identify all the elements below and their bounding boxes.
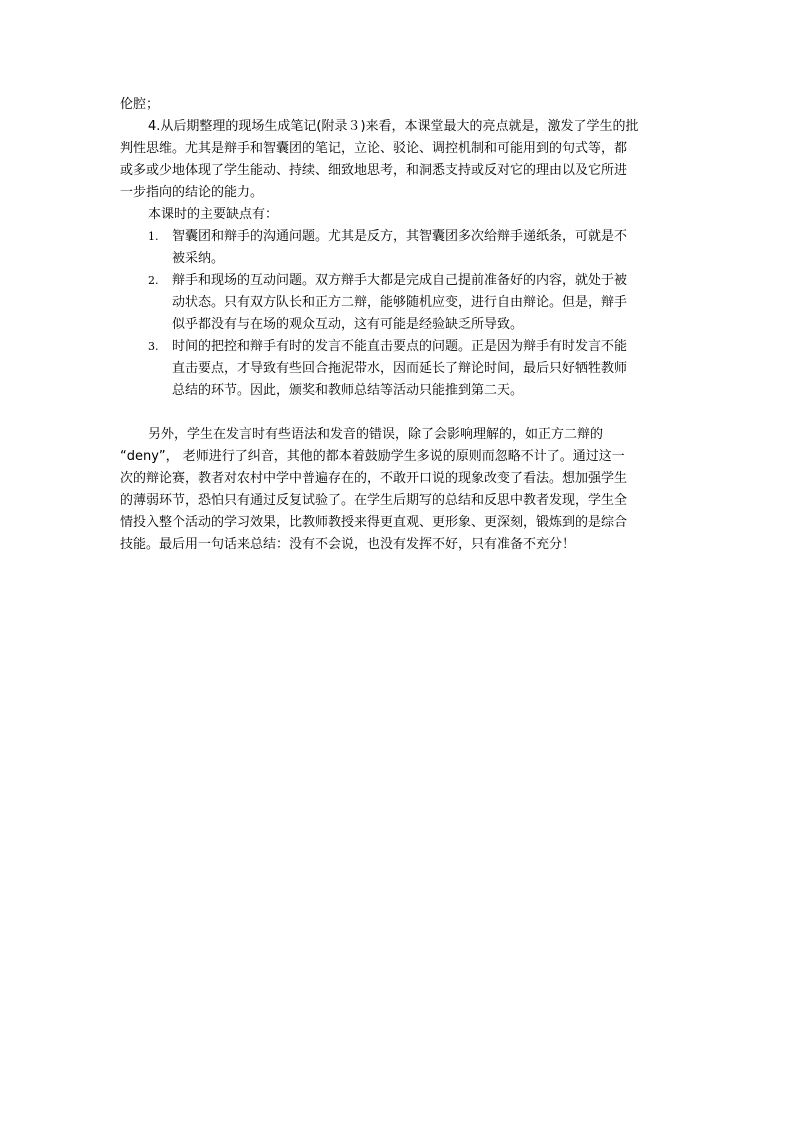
paragraph-line: 另外，学生在发言时有些语法和发音的错误，除了会影响理解的，如正方二辩的 <box>148 427 604 442</box>
list-text: 总结的环节。因此，颁奖和教师总结等活动只能推到第二天。 <box>172 383 524 398</box>
paragraph-line: 或多或少地体现了学生能动、持续、细致地思考，和洞悉支持或反对它的理由以及它所进 <box>120 163 628 178</box>
list-text: 被采纳。 <box>172 251 225 266</box>
list-text: 似乎都没有与在场的观众互动，这有可能是经验缺乏所导致。 <box>172 317 524 332</box>
list-text: 辩手和现场的互动问题。双方辩手大都是完成自己提前准备好的内容，就处于被 <box>172 273 628 288</box>
paragraph-line: 情投入整个活动的学习效果，比教师教授来得更直观、更形象、更深刻，锻炼到的是综合 <box>120 515 628 530</box>
list-number: 3. <box>148 340 159 353</box>
section-heading: 本课时的主要缺点有： <box>148 207 279 222</box>
paragraph-line: 4.从后期整理的现场生成笔记(附录３)来看，本课堂最大的亮点就是，激发了学生的批 <box>148 119 639 134</box>
list-item <box>120 336 672 358</box>
paragraph-line: 伦腔； <box>120 97 160 112</box>
list-number: 2. <box>148 274 159 287</box>
paragraph-line: 一步指向的结论的能力。 <box>120 185 264 200</box>
list-text: 直击要点，才导致有些回合拖泥带水，因而延长了辩论时间，最后只好牺牲教师 <box>172 361 628 376</box>
list-item <box>120 270 672 292</box>
document-body <box>120 94 672 556</box>
paragraph-line: 判性思维。尤其是辩手和智囊团的笔记，立论、驳论、调控机制和可能用到的句式等，都 <box>120 141 628 156</box>
list-text: 智囊团和辩手的沟通问题。尤其是反方，其智囊团多次给辩手递纸条，可就是不 <box>172 229 628 244</box>
shortcomings-list <box>120 226 672 402</box>
paragraph-line: 的薄弱环节，恐怕只有通过反复试验了。在学生后期写的总结和反思中教者发现，学生全 <box>120 493 628 508</box>
list-number: 1. <box>148 230 159 243</box>
paragraph-gap <box>120 402 672 424</box>
paragraph-line: 次的辩论赛，教者对农村中学中普遍存在的，不敢开口说的现象改变了看法。想加强学生 <box>120 471 628 486</box>
paragraph-line: “deny”， 老师进行了纠音，其他的都本着鼓励学生多说的原则而忽略不计了。通过这一 <box>120 449 625 464</box>
paragraph-line: 技能。最后用一句话来总结：没有不会说，也没有发挥不好，只有准备不充分！ <box>120 537 576 552</box>
list-text: 动状态。只有双方队长和正方二辩，能够随机应变，进行自由辩论。但是，辩手 <box>172 295 628 310</box>
list-item <box>120 226 672 248</box>
list-text: 时间的把控和辩手有时的发言不能直击要点的问题。正是因为辩手有时发言不能 <box>172 339 628 354</box>
